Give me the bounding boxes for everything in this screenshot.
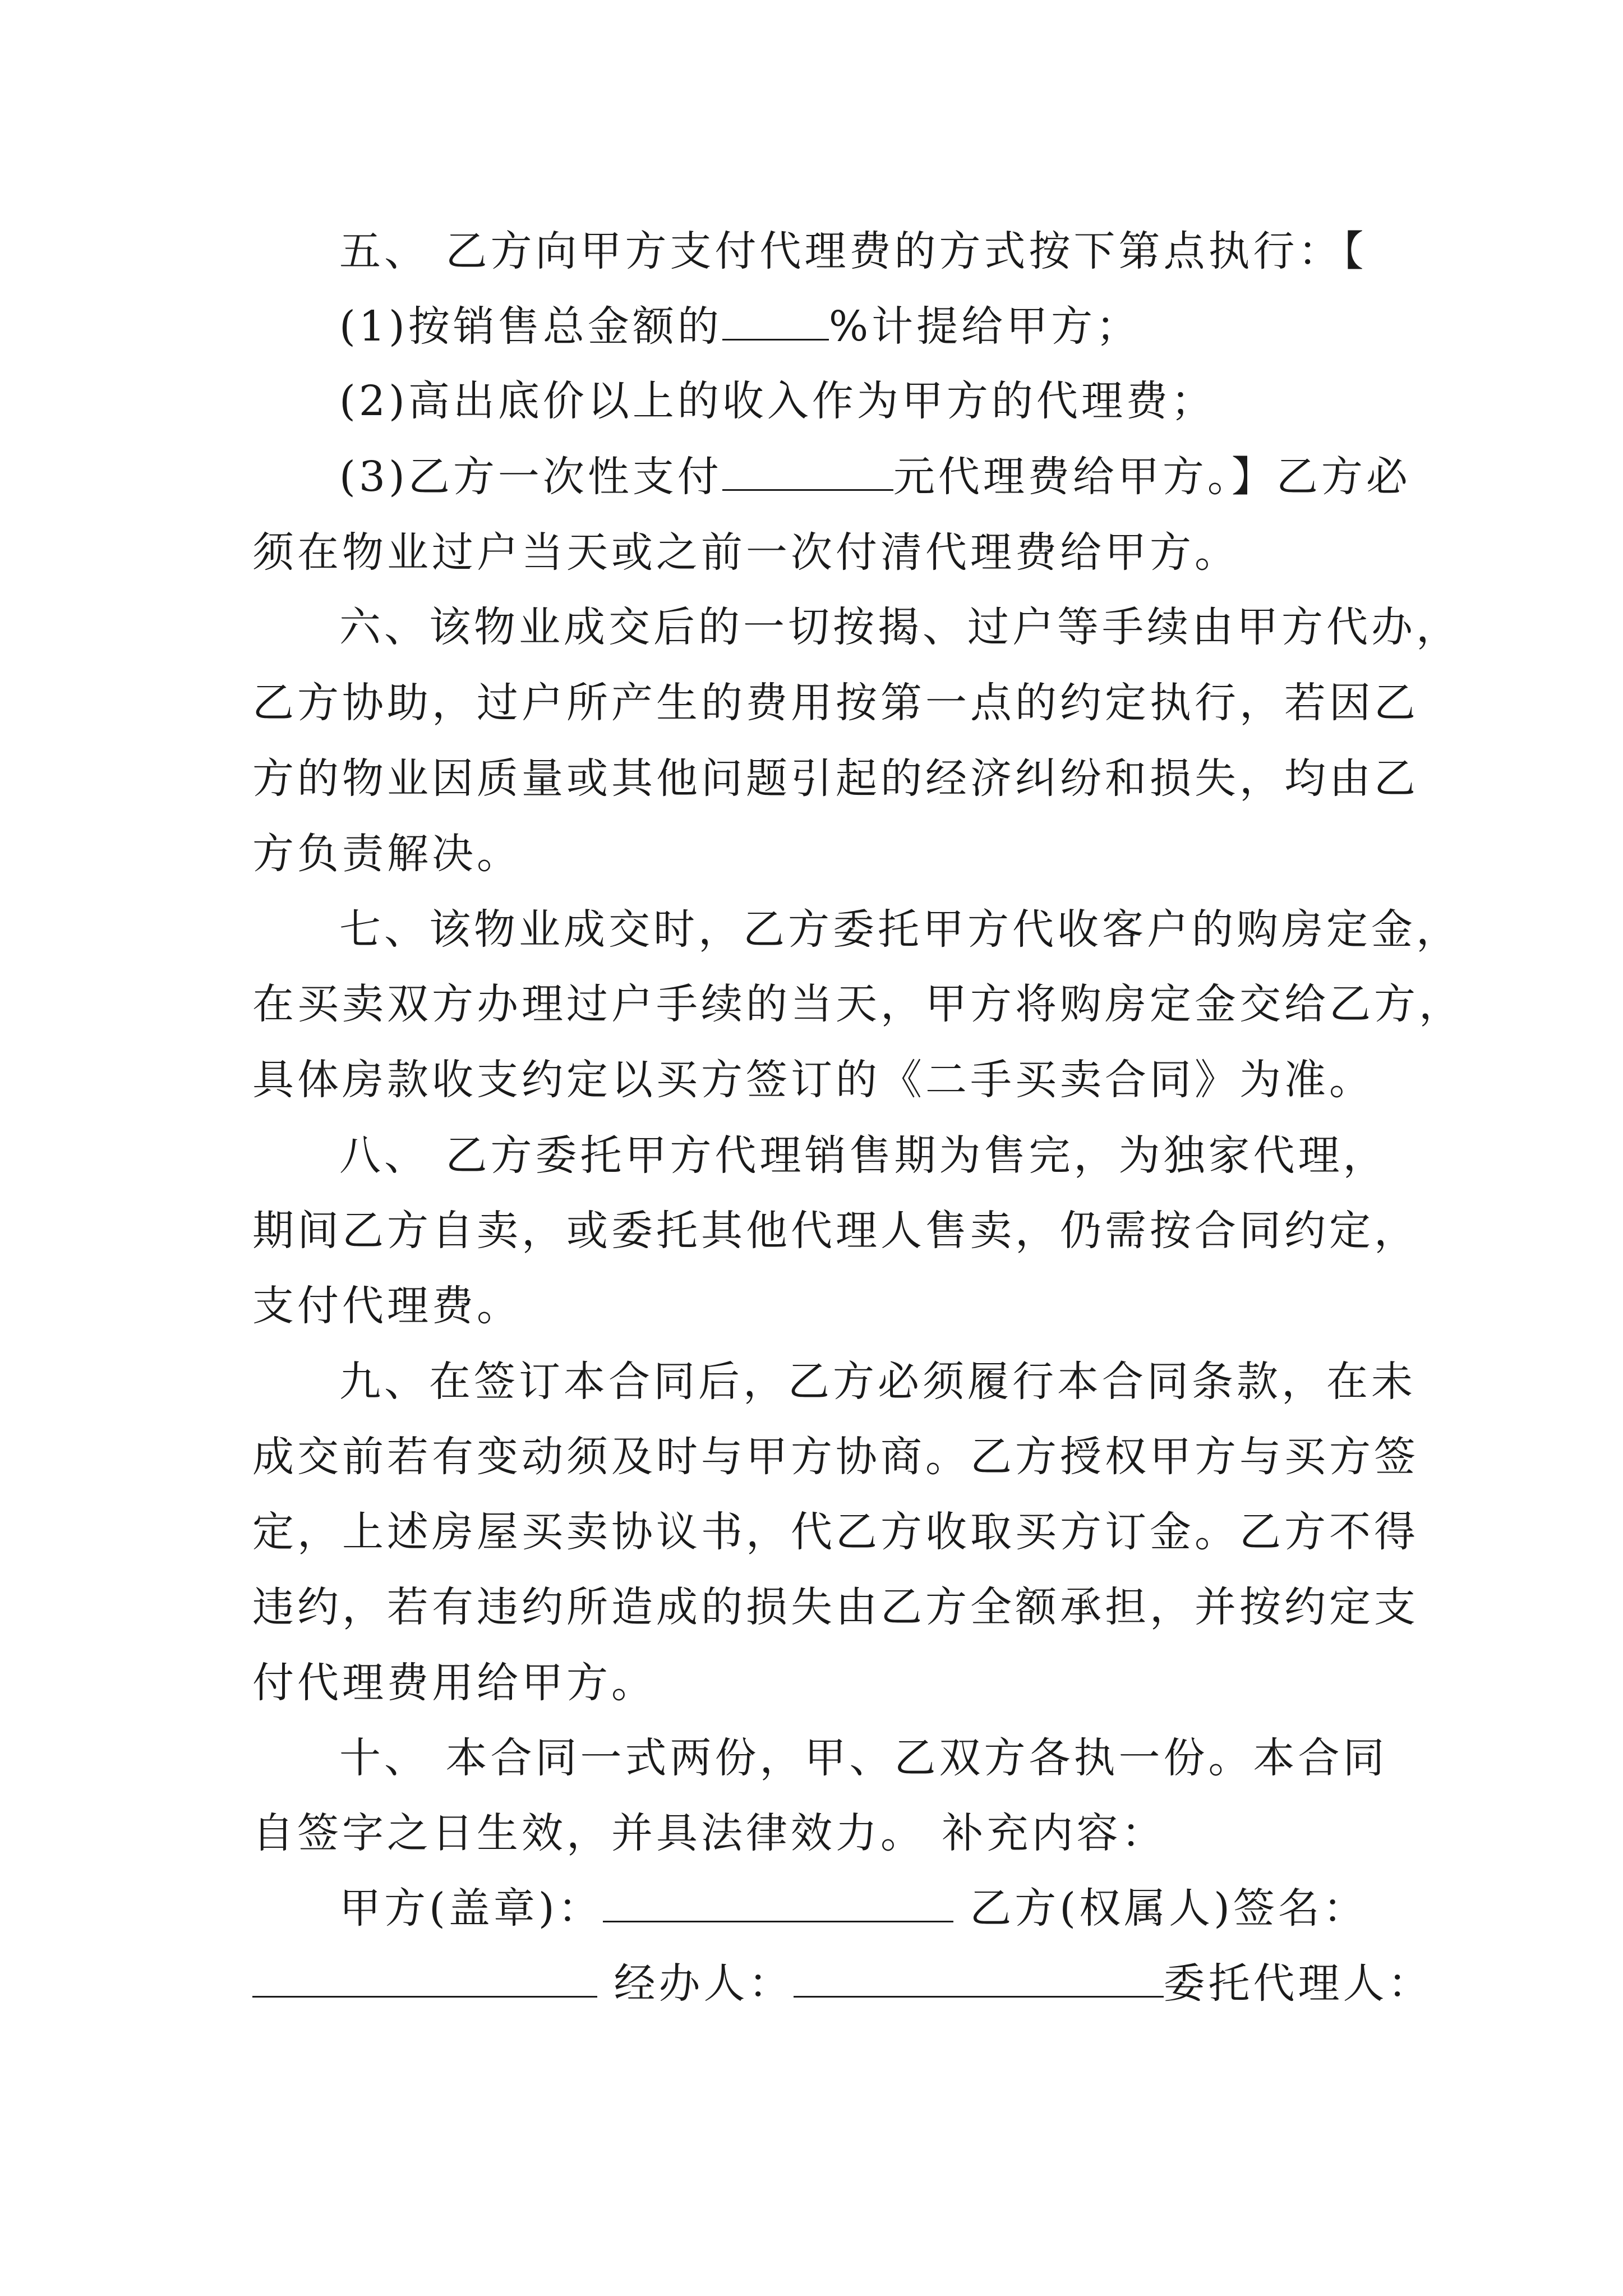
clause-6-line-1: 六、该物业成交后的一切按揭、过户等手续由甲方代办， <box>339 603 1461 651</box>
clause-5-heading: 五、 乙方向甲方支付代理费的方式按下第点执行：【 <box>339 227 1367 275</box>
party-a-seal-blank <box>603 1886 953 1922</box>
clause-9-line-5: 付代理费用给甲方。 <box>252 1659 656 1707</box>
clause-7-line-2: 在买卖双方办理过户手续的当天，甲方将购房定金交给乙方， <box>252 980 1464 1028</box>
clause-9-line-1: 九、在签订本合同后，乙方必须履行本合同条款，在未 <box>339 1358 1416 1406</box>
clause-9-line-4: 违约，若有违约所造成的损失由乙方全额承担，并按约定支 <box>252 1583 1419 1631</box>
signature-line-1 <box>0 1880 1623 1936</box>
clause-10-line-1: 十、 本合同一式两份，甲、乙双方各执一份。本合同 <box>339 1734 1388 1782</box>
percent-blank <box>722 304 829 341</box>
handler-label: 经办人： <box>597 1959 794 2008</box>
clause-9-line-3: 定，上述房屋买卖协议书，代乙方收取买方订金。乙方不得 <box>252 1508 1419 1556</box>
signature-line-2 <box>0 1955 1623 2012</box>
party-a-seal-label: 甲方(盖章)： <box>339 1884 603 1932</box>
clause-8-line-3: 支付代理费。 <box>252 1282 522 1330</box>
agent-label: 委托代理人： <box>1163 1959 1433 2008</box>
option-1-prefix: (1)按销售总金额的 <box>339 302 722 351</box>
option-3 <box>0 449 1623 505</box>
amount-blank <box>722 454 893 491</box>
clause-6-line-4: 方负责解决。 <box>252 830 522 878</box>
option-1 <box>0 298 1623 355</box>
party-b-sign-label: 乙方(权属人)签名： <box>953 1884 1368 1932</box>
party-b-sign-blank <box>252 1961 597 1998</box>
clause-8-line-2: 期间乙方自卖，或委托其他代理人售卖，仍需按合同约定， <box>252 1207 1419 1255</box>
clause-7-line-1: 七、该物业成交时，乙方委托甲方代收客户的购房定金， <box>339 905 1461 954</box>
option-3-prefix: (3)乙方一次性支付 <box>339 453 722 501</box>
option-2: (2)高出底价以上的收入作为甲方的代理费； <box>339 377 1216 425</box>
clause-6-line-2: 乙方协助，过户所产生的费用按第一点的约定执行，若因乙 <box>252 679 1419 727</box>
clause-10-line-2: 自签字之日生效，并具法律效力。 补充内容： <box>252 1809 1166 1857</box>
clause-7-line-3: 具体房款收支约定以买方签订的《二手买卖合同》为准。 <box>252 1056 1374 1104</box>
clause-6-line-3: 方的物业因质量或其他问题引起的经济纠纷和损失，均由乙 <box>252 754 1419 803</box>
option-1-suffix: %计提给甲方； <box>828 302 1141 351</box>
clause-9-line-2: 成交前若有变动须及时与甲方协商。乙方授权甲方与买方签 <box>252 1433 1419 1481</box>
clause-5-continuation: 须在物业过户当天或之前一次付清代理费给甲方。 <box>252 528 1239 577</box>
clause-8-line-1: 八、 乙方委托甲方代理销售期为售完，为独家代理， <box>339 1131 1388 1180</box>
option-3-suffix: 元代理费给甲方。】乙方必 <box>893 453 1411 501</box>
handler-blank <box>794 1961 1164 1998</box>
